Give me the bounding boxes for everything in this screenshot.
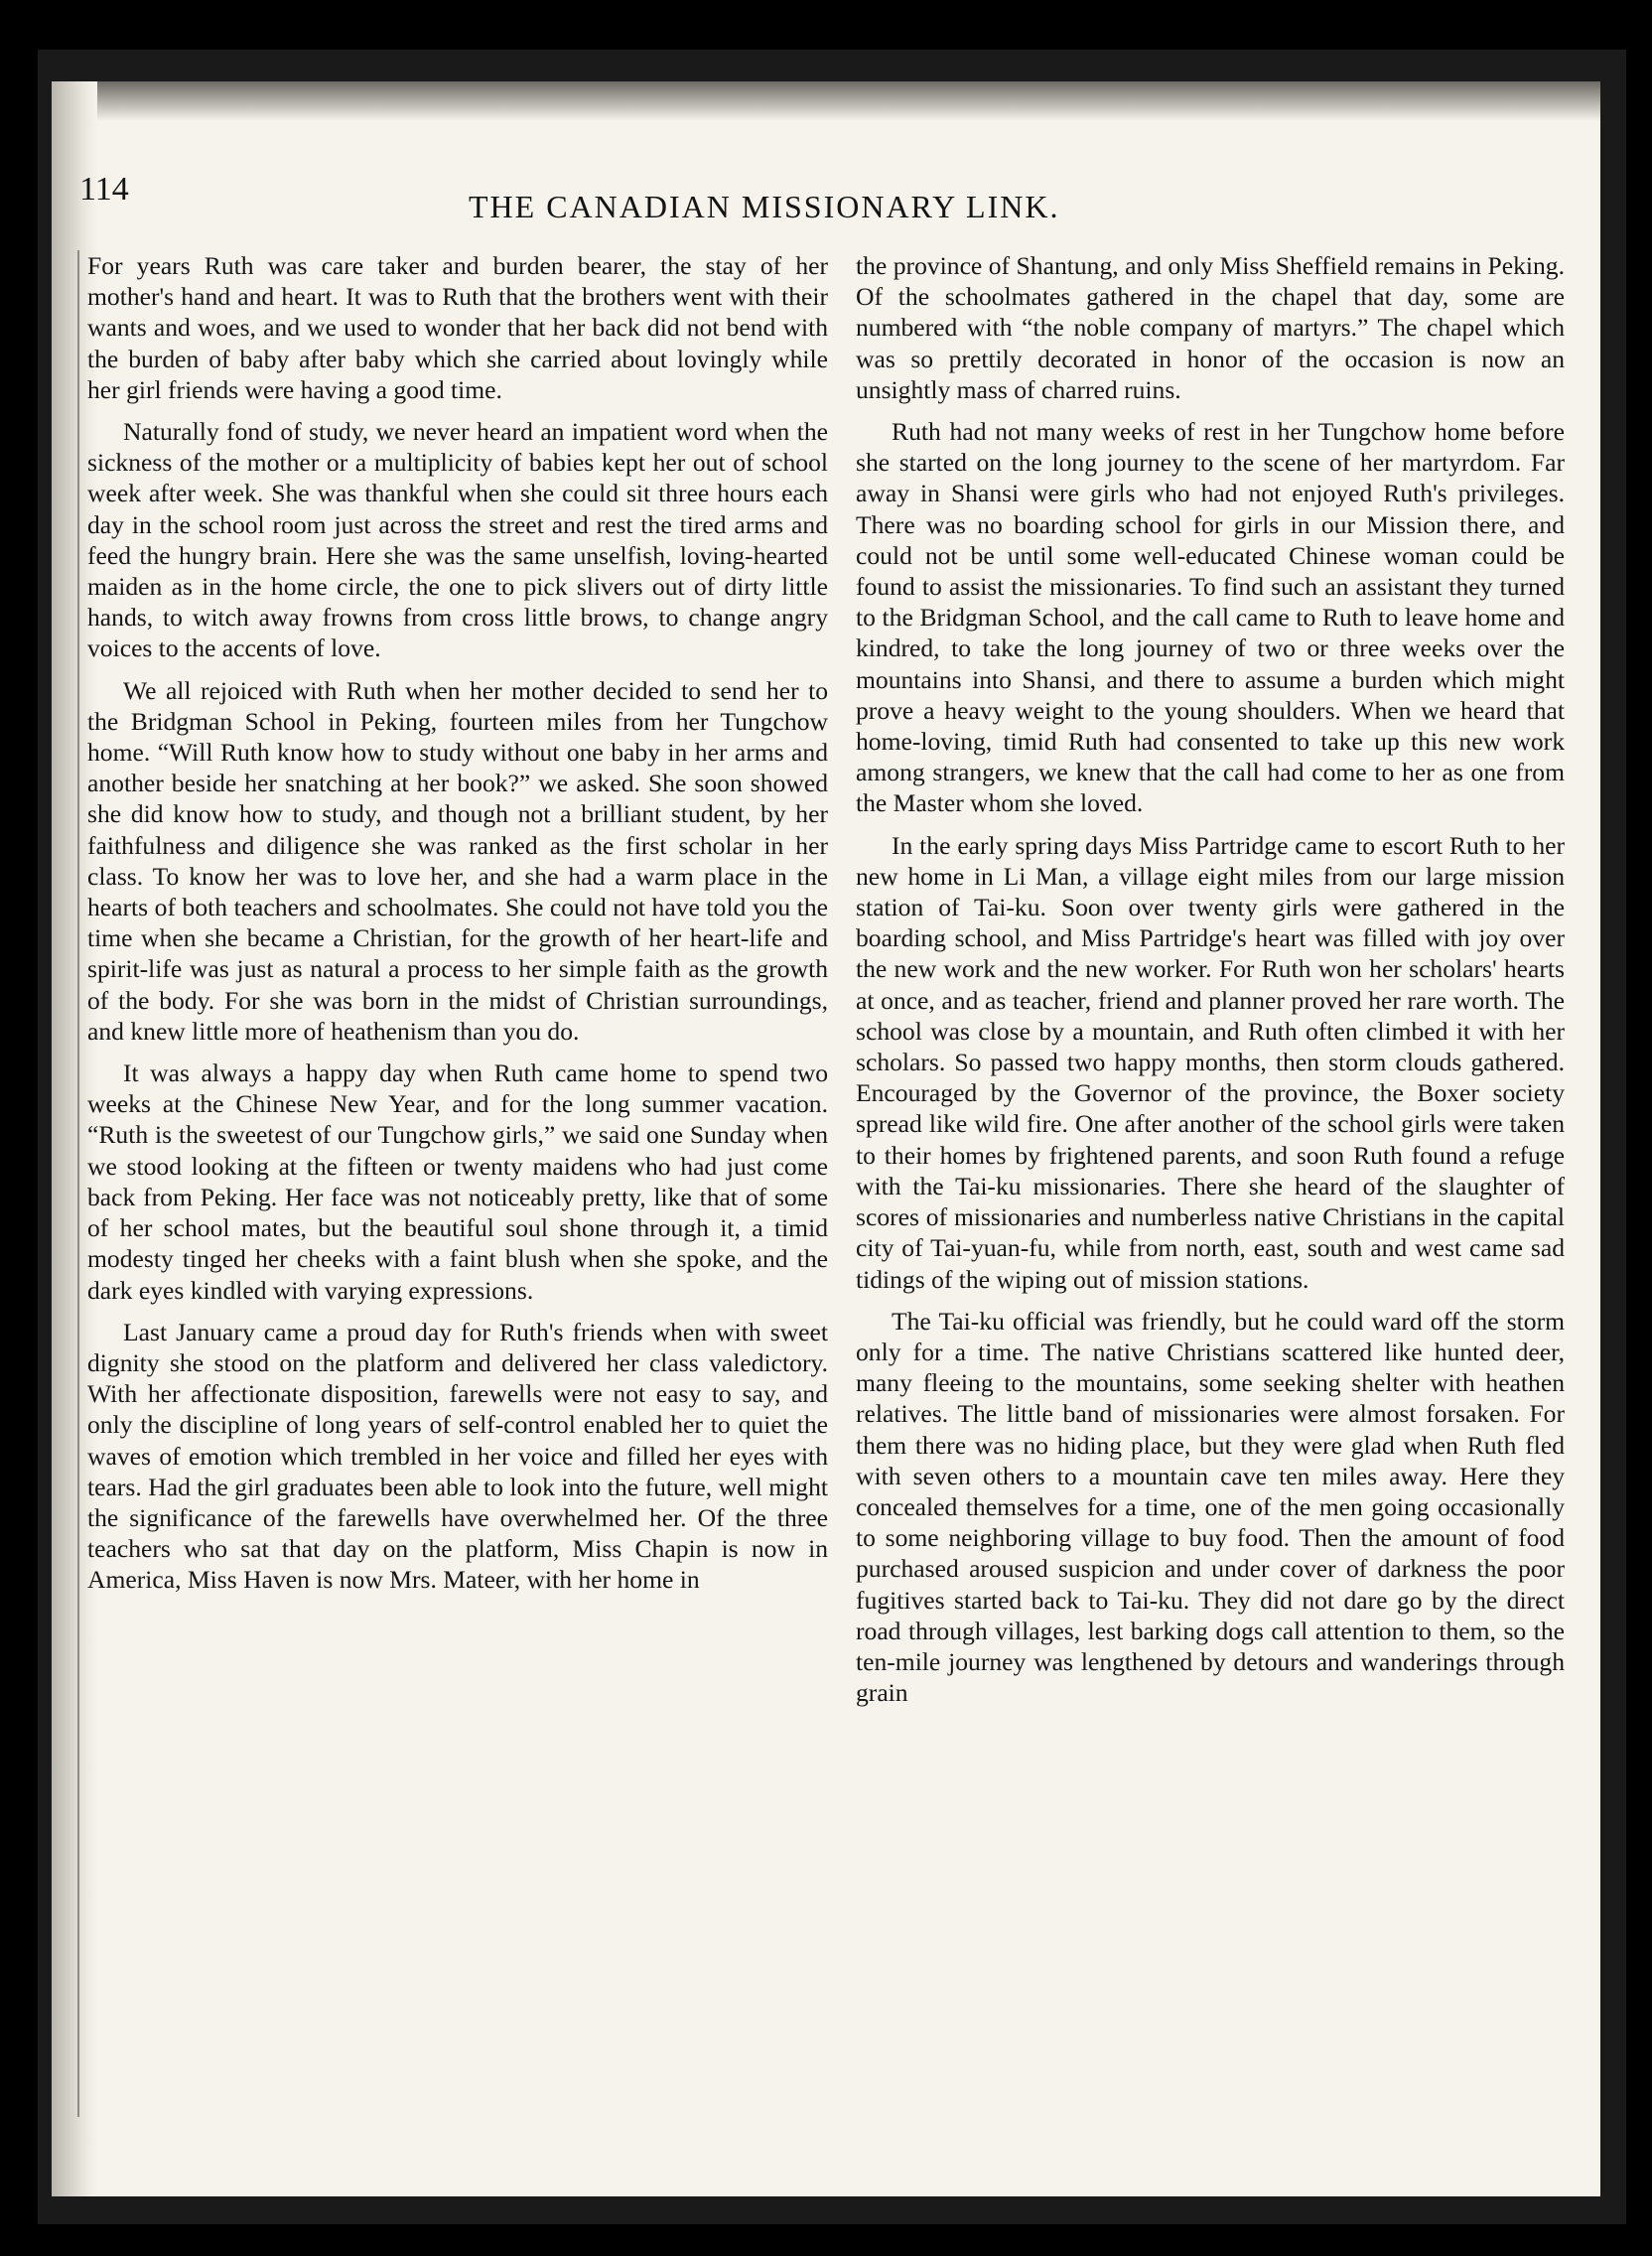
paragraph: the province of Shantung, and only Miss Sheffield remains in Peking. Of the schoolmates gathered in the chapel that day, some are numbered with “the noble company of martyrs.” The chapel which was so prettily decorated in honor of the occasion is now an unsightly mass of charred ruins.	[856, 251, 1565, 404]
paragraph: Ruth had not many weeks of rest in her Tungchow home before she started on the long journey to the scene of her martyrdom. Far away in Shansi were girls who had not enjoyed Ruth's privileges. There was no boarding school for girls in our Mission there, and could not be until some well-educated Chinese woman could be found to assist the missionaries. To find such an assistant they turned to the Bridgman School, and the call came to Ruth to leave home and kindred, to take the long journey of two or three weeks over the mountains into Shansi, and there to assume a burden which might prove a heavy weight to the young shoulders. When we heard that home-loving, timid Ruth had consented to take up this new work among strangers, we knew that the call had come to her as one from the Master whom she loved.	[856, 417, 1565, 818]
right-column	[856, 250, 1565, 1719]
paragraph: For years Ruth was care taker and burden bearer, the stay of her mother's hand and heart. It was to Ruth that the brothers went with their wants and woes, and we used to wonder that her back did not bend with the burden of baby after baby which she carried about lovingly while her girl friends were having a good time.	[87, 251, 828, 404]
page-number: 114	[79, 171, 129, 208]
paragraph: We all rejoiced with Ruth when her mother decided to send her to the Bridgman School in Peking, fourteen miles from her Tungchow home. “Will Ruth know how to study without one baby in her arms and another beside her snatching at her book?” we asked. She soon showed she did know how to study, and though not a brilliant student, by her faithfulness and diligence she was ranked as the first scholar in her class. To know her was to love her, and she had a warm place in the hearts of both teachers and schoolmates. She could not have told you the time when she became a Christian, for the growth of her heart-life and spirit-life was just as natural a process to her simple faith as the growth of the body. For she was born in the midst of Christian surroundings, and knew little more of heathenism than you do.	[87, 675, 828, 1046]
margin-rule	[77, 250, 79, 2117]
paragraph: It was always a happy day when Ruth came home to spend two weeks at the Chinese New Year, and for the long summer vacation. “Ruth is the sweetest of our Tungchow girls,” we said one Sunday when we stood looking at the fifteen or twenty maidens who had just come back from Peking. Her face was not noticeably pretty, like that of some of her school mates, but the beautiful soul shone through it, a timid modesty tinged her cheeks with a faint blush when she spoke, and the dark eyes kindled with varying expressions.	[87, 1058, 828, 1305]
paragraph: Naturally fond of study, we never heard an impatient word when the sickness of the mother or a multiplicity of babies kept her out of school week after week. She was thankful when she could sit three hours each day in the school room just across the street and rest the tired arms and feed the hungry brain. Here she was the same unselfish, loving-hearted maiden as in the home circle, the one to pick slivers out of dirty little hands, to witch away frowns from cross little brows, to change angry voices to the accents of love.	[87, 417, 828, 663]
left-column	[87, 250, 828, 1607]
paragraph: The Tai-ku official was friendly, but he could ward off the storm only for a time. The native Christians scattered like hunted deer, many fleeing to the mountains, some seeking shelter with heathen relatives. The little band of missionaries were almost forsaken. For them there was no hiding place, but they were glad when Ruth fled with seven others to a mountain cave ten miles away. Here they concealed themselves for a time, one of the men going occasionally to some neighboring village to buy food. Then the amount of food purchased aroused suspicion and under cover of darkness the poor fugitives started back to Tai-ku. They did not dare go by the direct road through villages, lest barking dogs call attention to them, so the ten-mile journey was lengthened by detours and wanderings through grain	[856, 1306, 1565, 1708]
running-head-title: THE CANADIAN MISSIONARY LINK.	[469, 189, 1060, 224]
paragraph: Last January came a proud day for Ruth's friends when with sweet dignity she stood on the platform and delivered her class valedictory. With her affectionate disposition, farewells were not easy to say, and only the discipline of long years of self-control enabled her to quiet the waves of emotion which trembled in her voice and filled her eyes with tears. Had the girl graduates been able to look into the future, well might the significance of the farewells have overwhelmed her. Of the three teachers who sat that day on the platform, Miss Chapin is now in America, Miss Haven is now Mrs. Mateer, with her home in	[87, 1317, 828, 1595]
paragraph: In the early spring days Miss Partridge came to escort Ruth to her new home in Li Man, a village eight miles from our large mission station of Tai-ku. Soon over twenty girls were gathered in the boarding school, and Miss Partridge's heart was filled with joy over the new work and the new worker. For Ruth won her scholars' hearts at once, and as teacher, friend and planner proved her rare worth. The school was close by a mountain, and Ruth often climbed it with her scholars. So passed two happy months, then storm clouds gathered. Encouraged by the Governor of the province, the Boxer society spread like wild fire. One after another of the school girls were taken to their homes by frightened parents, and soon Ruth found a refuge with the Tai-ku missionaries. There she heard of the slaughter of scores of missionaries and numberless native Christians in the capital city of Tai-yuan-fu, while from north, east, south and west came sad tidings of the wiping out of mission stations.	[856, 830, 1565, 1294]
magazine-page	[52, 81, 1600, 2196]
page-top-shadow	[52, 81, 1600, 121]
